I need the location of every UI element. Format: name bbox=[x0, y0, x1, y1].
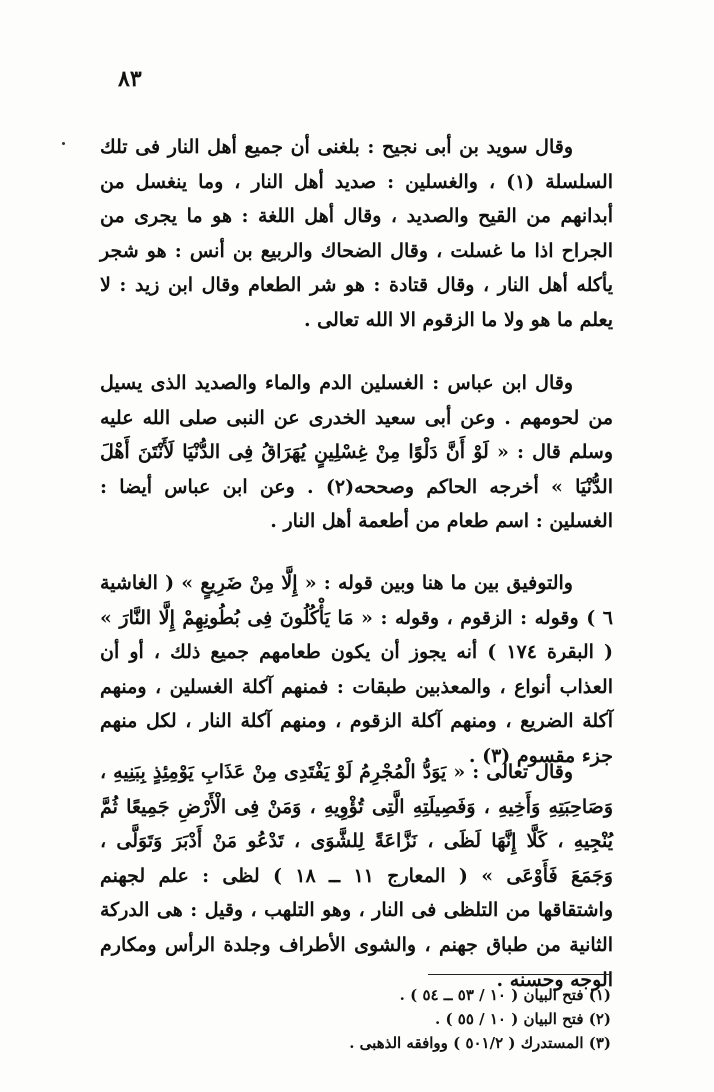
paragraph-text: وقال ابن عباس : الغسلين الدم والماء والصديد الذى يسيل من لحومهم . وعن أبى سعيد الخدرى عن النبى صلى الله عليه وسلم قال : « لَوْ أَنَّ دَلْوًا مِنْ غِسْلِينٍ يُهَرَاقُ فِى الدُّنْيَا لَأَنْتَنَ أَهْلَ الدُّنْيَا » أخرجه الحاكم وصححه(٢) . وعن ابن عباس أيضا : الغسلين : اسم طعام من أطعمة أهل النار . bbox=[100, 372, 613, 533]
footnote-1: (١) فتح البيان ( ١٠ / ٥٣ ــ ٥٤ ) . bbox=[399, 986, 611, 1004]
paragraph-text: وقال تعالى : « يَوَدُّ الْمُجْرِمُ لَوْ يَفْتَدِى مِنْ عَذَابِ يَوْمِئِذٍ بِبَنِيهِ ، وَصَاحِبَتِهِ وَأَخِيهِ ، وَفَصِيلَتِهِ الَّتِى تُؤْوِيهِ ، وَمَنْ فِى الْأَرْضِ جَمِيعًا ثُمَّ يُنْجِيهِ ، كَلَّا إِنَّهَا لَظَى ، نَزَّاعَةً لِلشَّوَى ، تَدْعُو مَنْ أَدْبَرَ وَتَوَلَّى ، وَجَمَعَ فَأَوْعَى » ( المعارج ١١ ــ ١٨ ) لظى : علم لجهنم واشتقاقها من التلظى فى النار ، وهو التلهب ، وقيل : هى الدركة الثانية من طباق جهنم ، والشوى الأطراف وجلدة الرأس ومكارم الوجه وحسنه . bbox=[100, 761, 613, 991]
page-number: ٨٣ bbox=[118, 66, 142, 92]
paragraph-1 bbox=[100, 130, 613, 338]
footnote-3: (٣) المستدرك ( ٥٠١/٢ ) ووافقه الذهبى . bbox=[349, 1034, 611, 1052]
paragraph-text: وقال سويد بن أبى نجيح : بلغنى أن جميع أهل النار فى تلك السلسلة (١) ، والغسلين : صديد أهل النار ، وما ينغسل من أبدانهم من القيح والصديد ، وقال أهل اللغة : هو ما يجرى من الجراح اذا ما غسلت ، وقال الضحاك والربيع بن أنس : هو شجر يأكله أهل النار ، وقال قتادة : هو شر الطعام وقال ابن زيد : لا يعلم ما هو ولا ما الزقوم الا الله تعالى . bbox=[100, 136, 614, 331]
paragraph-2 bbox=[100, 366, 613, 539]
margin-mark bbox=[62, 142, 65, 145]
footnotes bbox=[250, 983, 611, 1055]
footnote-2: (٢) فتح البيان ( ١٠ / ٥٥ ) . bbox=[435, 1010, 611, 1028]
footnote-divider bbox=[428, 974, 611, 975]
paragraph-4 bbox=[100, 755, 613, 997]
paragraph-3 bbox=[100, 566, 613, 774]
paragraph-text: والتوفيق بين ما هنا وبين قوله : « إِلَّا مِنْ ضَرِيعٍ » ( الغاشية ٦ ) وقوله : الزقوم ، وقوله : « مَا يَأْكُلُونَ فِى بُطُونِهِمْ إِلَّا النَّارَ » ( البقرة ١٧٤ ) أنه يجوز أن يكون طعامهم جميع ذلك ، أو أن العذاب أنواع ، والمعذبين طبقات : فمنهم آكلة الغسلين ، ومنهم آكلة الضريع ، ومنهم آكلة الزقوم ، ومنهم آكلة النار ، لكل منهم جزء مقسوم (٣) . bbox=[100, 572, 613, 767]
